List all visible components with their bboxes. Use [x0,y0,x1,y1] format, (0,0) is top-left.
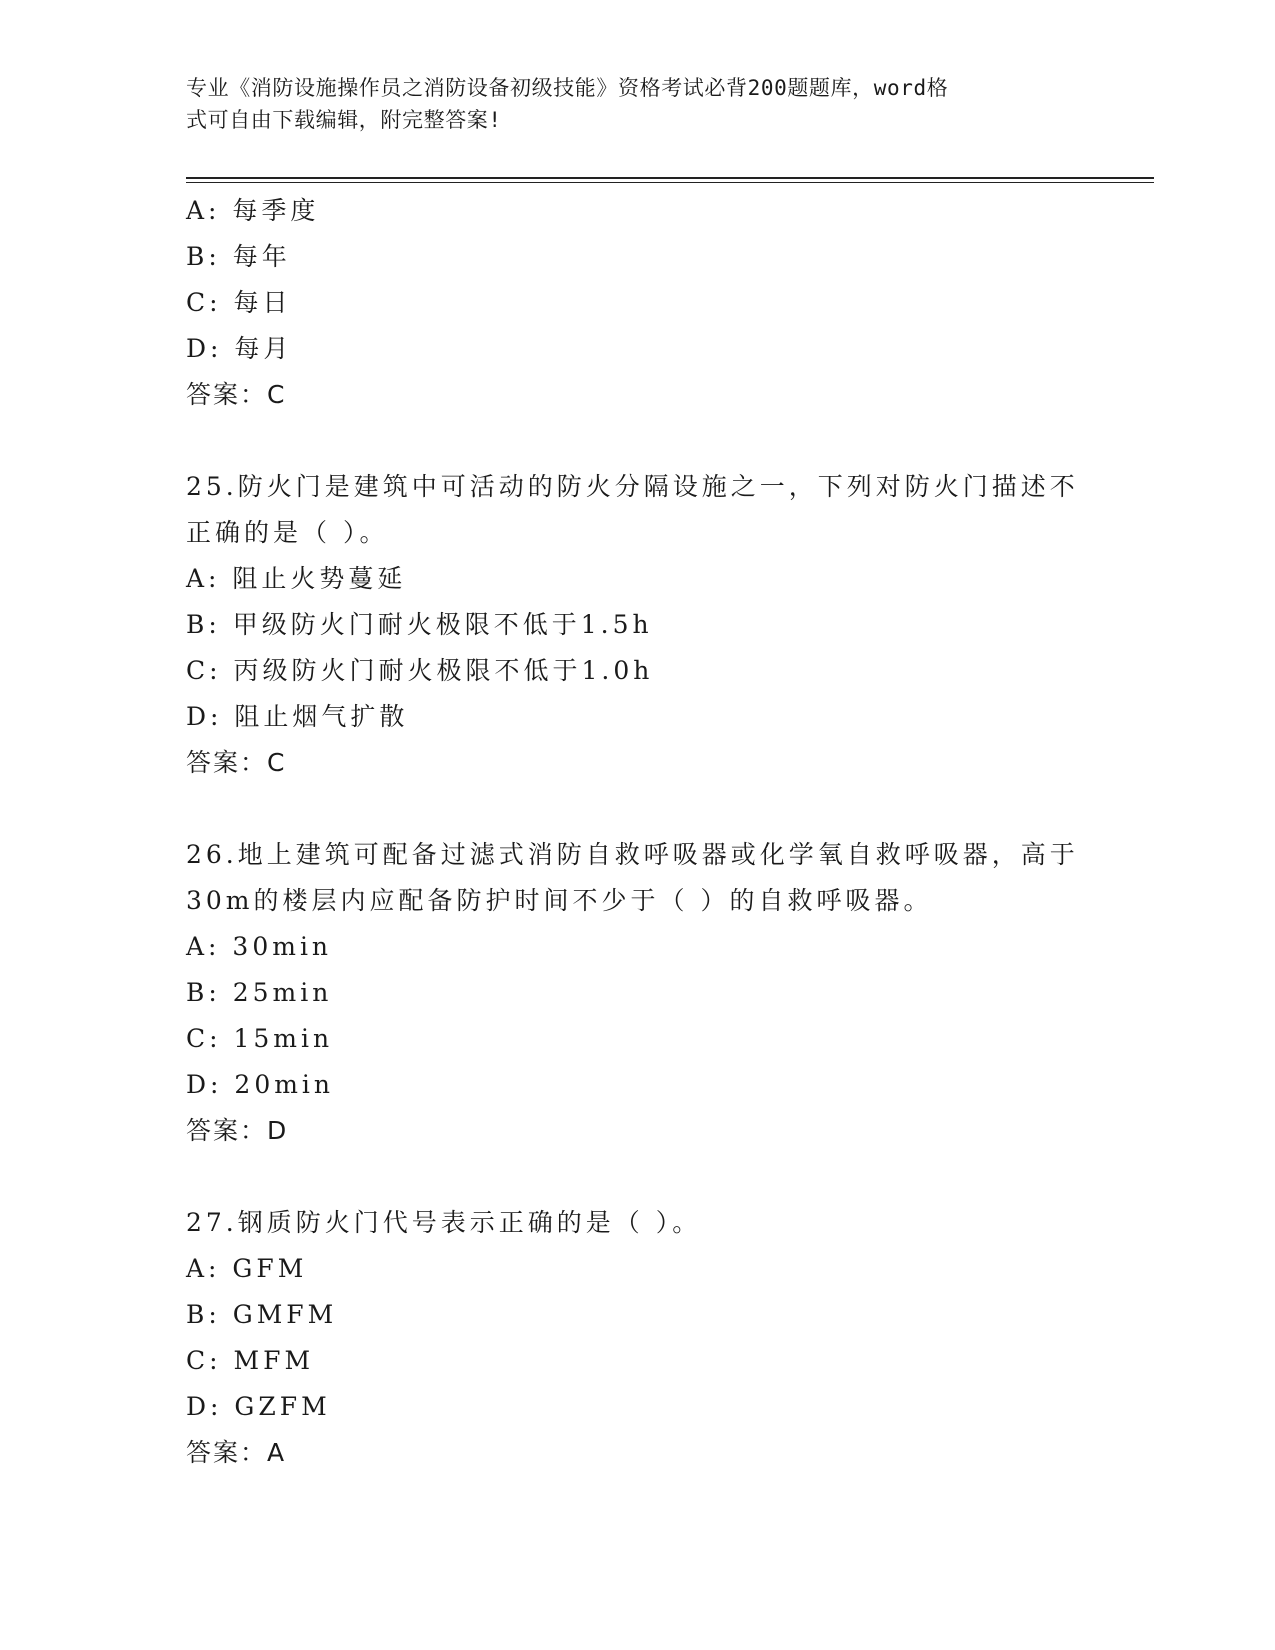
option-a: A: GFM [186,1254,308,1283]
option-d: D: GZFM [186,1392,331,1421]
option-d: D: 阻止烟气扩散 [186,702,409,731]
question-26 [186,832,1086,1154]
option-a: A: 阻止火势蔓延 [186,564,407,593]
question-list [186,188,1086,1476]
question-stem-line: 26.地上建筑可配备过滤式消防自救呼吸器或化学氧自救呼吸器，高于 [186,840,1079,869]
option-c: C: 每日 [186,288,292,317]
header-divider [186,177,1154,179]
option-a: A: 30min [186,932,333,961]
answer-line: 答案：C [186,380,287,409]
question-stem-line: 25.防火门是建筑中可活动的防火分隔设施之一，下列对防火门描述不 [186,472,1079,501]
option-b: B: 甲级防火门耐火极限不低于1.5h [186,610,653,639]
option-a: A: 每季度 [186,196,320,225]
question-stem-line: 30m的楼层内应配备防护时间不少于（ ）的自救呼吸器。 [186,886,933,915]
option-d: D: 20min [186,1070,335,1099]
answer-line: 答案：A [186,1438,287,1467]
header-divider-thin [186,182,1154,183]
answer-line: 答案：D [186,1116,289,1145]
option-c: C: 丙级防火门耐火极限不低于1.0h [186,656,654,685]
question-stem-line: 27.钢质防火门代号表示正确的是（ ）。 [186,1208,702,1237]
option-b: B: GMFM [186,1300,338,1329]
option-d: D: 每月 [186,334,293,363]
option-b: B: 25min [186,978,333,1007]
question-24-continued [186,188,1086,418]
question-25 [186,464,1086,786]
header-line-1: 专业《消防设施操作员之消防设备初级技能》资格考试必背200题题库，word格 [186,76,949,100]
header-line-2: 式可自由下载编辑，附完整答案! [186,108,502,132]
option-c: C: 15min [186,1024,334,1053]
option-c: C: MFM [186,1346,315,1375]
document-header [186,72,1066,136]
answer-line: 答案：C [186,748,287,777]
question-stem-line: 正确的是（ ）。 [186,518,389,547]
question-27 [186,1200,1086,1476]
option-b: B: 每年 [186,242,291,271]
